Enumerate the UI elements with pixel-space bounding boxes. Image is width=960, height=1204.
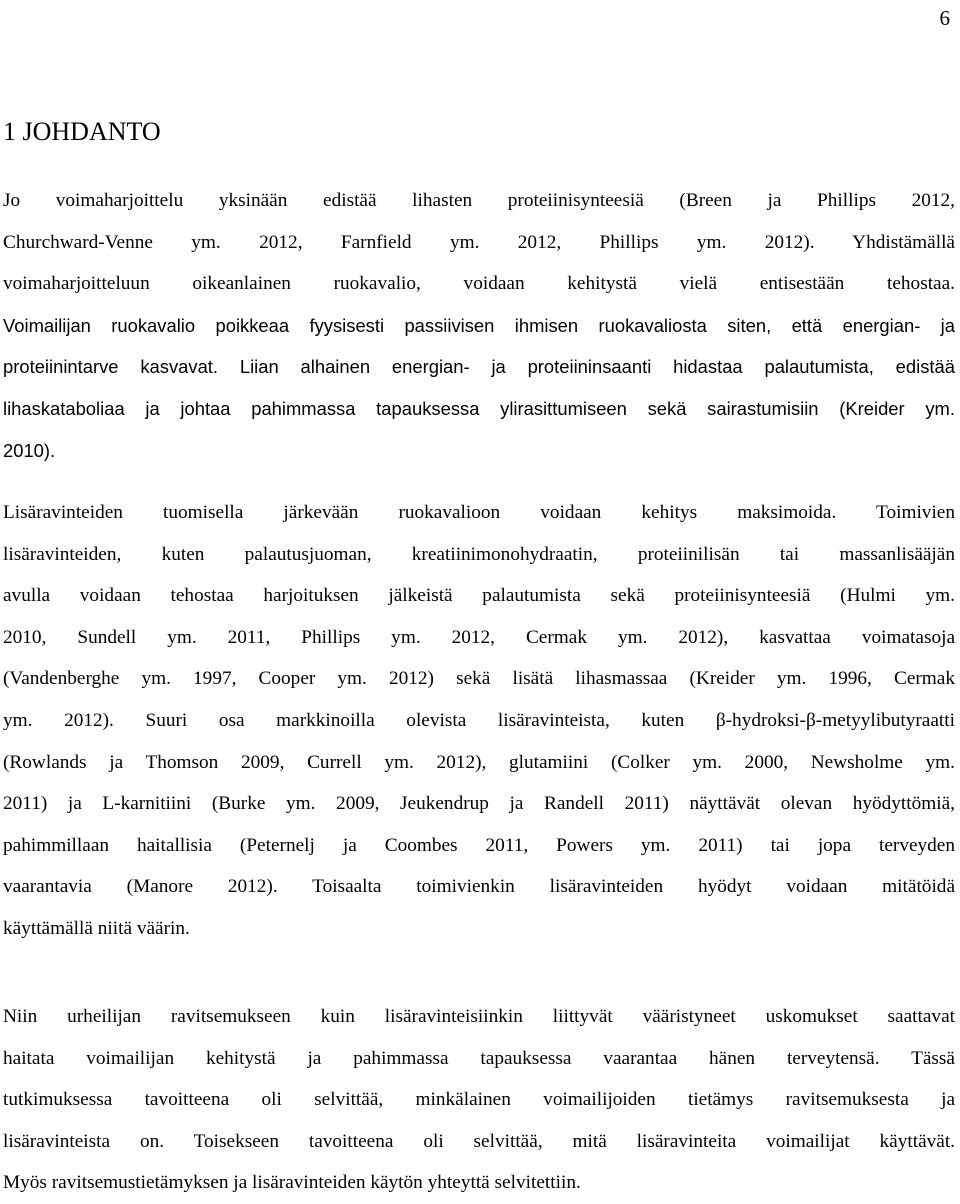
text-line: tutkimuksessa tavoitteena oli selvittää, minkälainen voimailijoiden tietämys ravitsemuksesta ja (3, 1089, 955, 1111)
text-line: 2011) ja L-karnitiini (Burke ym. 2009, Jeukendrup ja Randell 2011) näyttävät olevan hyödyttömiä, (3, 793, 955, 815)
text-line: haitata voimailijan kehitystä ja pahimmassa tapauksessa vaarantaa hänen terveytensä. Tässä (3, 1047, 955, 1069)
text-line: Niin urheilijan ravitsemukseen kuin lisäravinteisiinkin liittyvät vääristyneet uskomukset saattavat (3, 1006, 955, 1027)
page-number: 6 (939, 6, 950, 30)
text-line: Myös ravitsemustietämyksen ja lisäravinteiden käytön yhteyttä selvitettiin. (3, 1172, 581, 1194)
text-line: Jo voimaharjoittelu yksinään edistää lihasten proteiinisynteesiä (Breen ja Phillips 2012, (3, 190, 955, 211)
paragraph-intro (3, 180, 955, 471)
text-line: lihaskataboliaa ja johtaa pahimmassa tapauksessa ylirasittumiseen sekä sairastumisiin (Kreider ym. (3, 397, 955, 419)
text-line: ym. 2012). Suuri osa markkinoilla olevista lisäravinteista, kuten β-hydroksi-β-metyylibutyraatti (3, 709, 955, 731)
text-line: pahimmillaan haitallisia (Peternelj ja Coombes 2011, Powers ym. 2011) tai jopa terveyden (3, 834, 955, 856)
text-line: proteiinintarve kasvavat. Liian alhainen energian- ja proteiininsaanti hidastaa palautumista, edistää (3, 356, 955, 378)
text-line: vaarantavia (Manore 2012). Toisaalta toimivienkin lisäravinteiden hyödyt voidaan mitätöidä (3, 876, 955, 898)
text-line: Lisäravinteiden tuomisella järkevään ruokavalioon voidaan kehitys maksimoida. Toimivien (3, 502, 955, 523)
text-line: (Vandenberghe ym. 1997, Cooper ym. 2012) sekä lisätä lihasmassaa (Kreider ym. 1996, Cermak (3, 668, 955, 690)
text-line: Voimailijan ruokavalio poikkeaa fyysisesti passiivisen ihmisen ruokavaliosta siten, että energian- ja (3, 314, 955, 336)
text-line: 2010). (3, 439, 56, 461)
text-line: voimaharjoitteluun oikeanlainen ruokavalio, voidaan kehitystä vielä entisestään tehostaa. (3, 273, 955, 295)
text-line: lisäravinteiden, kuten palautusjuoman, kreatiinimonohydraatin, proteiinilisän tai massanlisääjän (3, 543, 955, 565)
text-line: lisäravinteista on. Toisekseen tavoitteena oli selvittää, mitä lisäravinteita voimailijat käyttävät. (3, 1130, 955, 1152)
paragraph-aims (3, 996, 955, 1204)
text-line: Churchward-Venne ym. 2012, Farnfield ym. 2012, Phillips ym. 2012). Yhdistämällä (3, 231, 955, 253)
text-line: käyttämällä niitä väärin. (3, 917, 190, 939)
text-line: 2010, Sundell ym. 2011, Phillips ym. 2012, Cermak ym. 2012), kasvattaa voimatasoja (3, 626, 955, 648)
text-line: (Rowlands ja Thomson 2009, Currell ym. 2012), glutamiini (Colker ym. 2000, Newsholme ym. (3, 751, 955, 773)
text-line: avulla voidaan tehostaa harjoituksen jälkeistä palautumista sekä proteiinisynteesiä (Hulmi ym. (3, 585, 955, 607)
paragraph-supplements (3, 492, 955, 950)
section-heading: 1 JOHDANTO (3, 117, 161, 146)
